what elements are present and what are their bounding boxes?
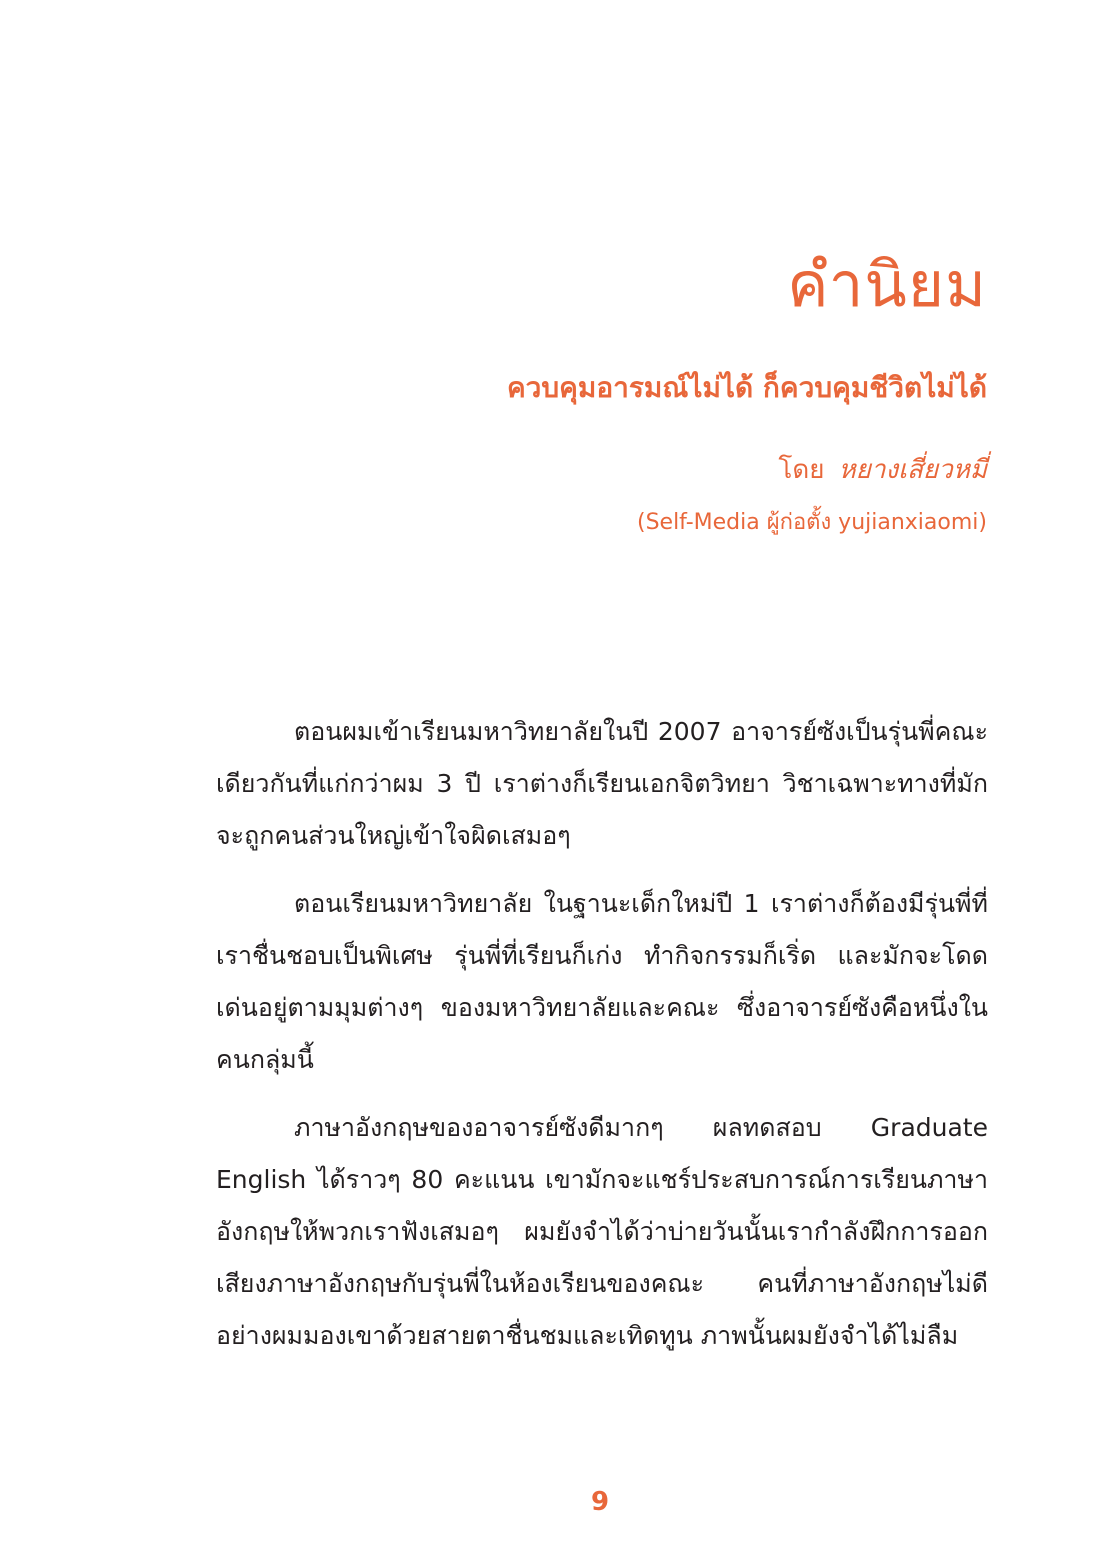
- byline: [778, 449, 987, 490]
- paragraph-2: ตอนเรียนมหาวิทยาลัย ในฐานะเด็กใหม่ปี 1 เราต่างก็ต้องมีรุ่นพี่ที่เราชื่นชอบเป็นพิเศษ รุ่นพี่ที่เรียนก็เก่ง ทำกิจกรรมก็เริ่ด และมักจะโดดเด่นอยู่ตามมุมต่างๆ ของมหาวิทยาลัยและคณะ ซึ่งอาจารย์ซังคือหนึ่งในคนกลุ่มนี้: [216, 889, 988, 1074]
- page-title: คำนิยม: [787, 247, 987, 321]
- paragraph-3: ภาษาอังกฤษของอาจารย์ซังดีมากๆ ผลทดสอบ Graduate English ได้ราวๆ 80 คะแนน เขามักจะแชร์ประสบการณ์การเรียนภาษาอังกฤษให้พวกเราฟังเสมอๆ ผมยังจำได้ว่าบ่ายวันนั้นเรากำลังฝึกการออกเสียงภาษาอังกฤษกับรุ่นพี่ในห้องเรียนของคณะ คนที่ภาษาอังกฤษไม่ดีอย่างผมมองเขาด้วยสายตาชื่นชมและเทิดทูน ภาพนั้นผมยังจำได้ไม่ลืม: [216, 1113, 988, 1350]
- paragraph-1: ตอนผมเข้าเรียนมหาวิทยาลัยในปี 2007 อาจารย์ซังเป็นรุ่นพี่คณะเดียวกันที่แก่กว่าผม 3 ปี เราต่างก็เรียนเอกจิตวิทยา วิชาเฉพาะทางที่มักจะถูกคนส่วนใหญ่เข้าใจผิดเสมอๆ: [216, 717, 988, 850]
- author-name: หยางเสี่ยวหมี่: [838, 455, 987, 485]
- subtitle: ควบคุมอารมณ์ไม่ได้ ก็ควบคุมชีวิตไม่ได้: [506, 371, 987, 404]
- author-affiliation: (Self-Media ผู้ก่อตั้ง yujianxiaomi): [636, 510, 987, 535]
- page-number: 9: [590, 1487, 610, 1517]
- byline-prefix: โดย: [778, 455, 825, 485]
- body-text: [216, 706, 988, 1378]
